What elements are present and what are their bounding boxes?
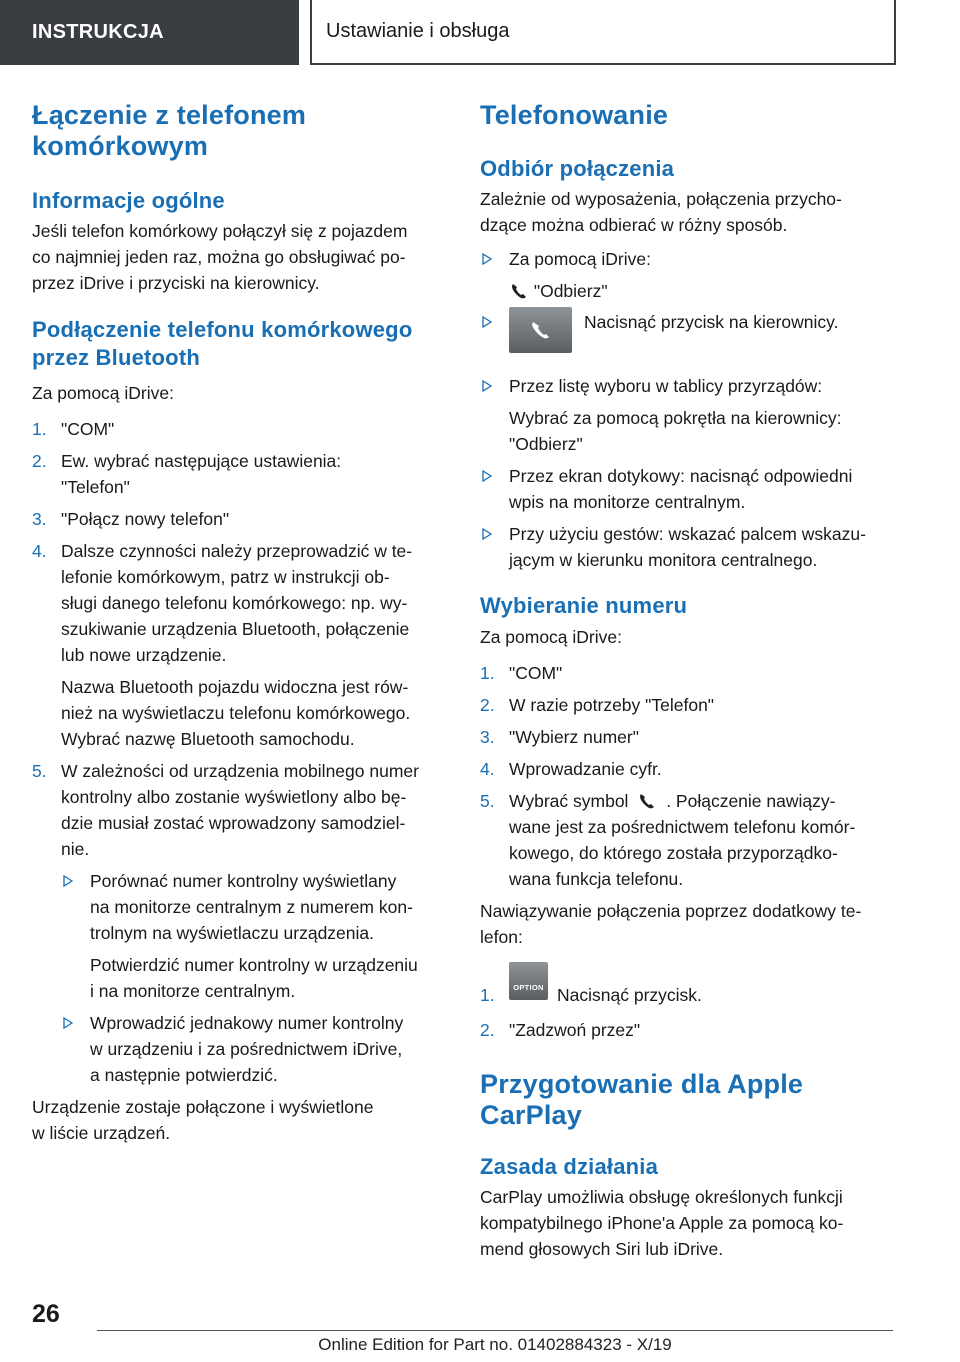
section-title-phone-connect: Łączenie z telefonem komórkowym — [32, 100, 307, 161]
sub-bullet-confirm: Potwierdzić numer kontrolny w urządzeniu i na monitorze centralnym. — [90, 955, 418, 1001]
bullet-instrument-list: Przez listę wyboru w tablicy przyrządów: Wybrać za pomocą pokrętła na kierownicy: "Odbierz" — [480, 373, 900, 457]
heading-answer-call: Odbiór połączenia — [480, 156, 675, 181]
section-title-calling: Telefonowanie — [480, 100, 669, 130]
closing-paragraph: Urządzenie zostaje połączone i wyświetlone w liście urządzeń. — [32, 1097, 374, 1143]
bullet-triangle-icon — [482, 316, 492, 328]
list-item: 5. W zależności od urządzenia mobilnego numer kontrolny albo zostanie wyświetlony albo bę‐ dzie musiał zostać wprowadzony samodziel‐ nie. Porównać numer kontrolny wyświetlany na monitorze centralnym z numerem kon‐ trolnym na wyświetlaczu urządzenia. Potwierdzić numer kontrolny w urządzeniu i na monitorze centralnym. Wprowadzić jednakowy numer kontrolny w urządzeniu i za pośrednictwem iDrive, a następnie potwierdzić. — [32, 758, 452, 1088]
section-tab — [0, 0, 299, 65]
bullet-triangle-icon — [63, 875, 73, 887]
chapter-tab — [310, 0, 896, 65]
via-idrive-text: Za pomocą iDrive: — [32, 383, 174, 403]
section-label: INSTRUKCJA — [32, 21, 164, 43]
answer-intro: Zależnie od wyposażenia, połączenia przycho‐ dzące można odbierać w różny sposób. — [480, 189, 842, 235]
sub-bullet-enter: Wprowadzić jednakowy numer kontrolny w urządzeniu i za pośrednictwem iDrive, a następnie potwierdzić. — [61, 1010, 452, 1088]
list-item: 3. "Połącz nowy telefon" — [32, 509, 230, 529]
carplay-paragraph: CarPlay umożliwia obsługę określonych funkcji kompatybilnego iPhone'a Apple za pomocą ko‐ mend głosowych Siri lub iDrive. — [480, 1187, 844, 1259]
chapter-label: Ustawianie i obsługa — [326, 20, 510, 42]
phone-handset-icon — [529, 319, 553, 341]
heading-function-principle: Zasada działania — [480, 1154, 659, 1179]
other-phone-paragraph: Nawiązywanie połączenia poprzez dodatkowy te‐ lefon: — [480, 901, 862, 947]
left-column — [32, 100, 452, 1146]
footer-divider — [97, 1330, 893, 1331]
list-item: 1. OPTION Nacisnąć przycisk. — [480, 962, 900, 1014]
page-number: 26 — [32, 1300, 60, 1328]
bullet-triangle-icon — [482, 380, 492, 392]
steering-phone-button — [509, 307, 572, 353]
list-item: 1. "COM" — [480, 663, 563, 683]
phone-handset-icon — [637, 791, 657, 811]
via-idrive-text: Za pomocą iDrive: — [480, 627, 622, 647]
right-column — [480, 100, 900, 1262]
dial-steps — [480, 660, 900, 892]
option-button-label: OPTION — [513, 983, 544, 992]
list-item: 2. W razie potrzeby "Telefon" — [480, 695, 715, 715]
list-item: 4. Wprowadzanie cyfr. — [480, 759, 662, 779]
answer-idrive-line: "Odbierz" — [509, 278, 900, 304]
list-item: 4. Dalsze czynności należy przeprowadzić w te‐ lefonie komórkowym, patrz w instrukcji ob‐ sługi danego telefonu komórkowego: np. wy‐ szukiwanie urządzenia Bluetooth, połączenie lub nowe urządzenie. Nazwa Bluetooth pojazdu widoczna jest rów‐ nież na wyświetlaczu telefonu komórkowego. Wybrać nazwę Bluetooth samochodu. — [32, 538, 452, 752]
heading-dial-number: Wybieranie numeru — [480, 593, 688, 618]
footer-edition-text: Online Edition for Part no. 01402884323 - X/19 — [318, 1335, 672, 1354]
heading-bluetooth: Podłączenie telefonu komórkowego przez Bluetooth — [32, 317, 413, 370]
bluetooth-steps — [32, 416, 452, 1146]
option-button — [509, 962, 548, 1000]
section-title-carplay: Przygotowanie dla Apple CarPlay — [480, 1069, 804, 1130]
bullet-gestures: Przy użyciu gestów: wskazać palcem wskazu‐ jącym w kierunku monitora centralnego. — [480, 521, 900, 573]
bullet-triangle-icon — [63, 1017, 73, 1029]
sub-bullet-compare: Porównać numer kontrolny wyświetlany na monitorze centralnym z numerem kon‐ trolnym na wyświetlaczu urządzenia. Potwierdzić numer kontrolny w urządzeniu i na monitorze centralnym. — [61, 868, 452, 1004]
bullet-triangle-icon — [482, 470, 492, 482]
general-info-paragraph: Jeśli telefon komórkowy połączył się z pojazdem co najmniej jeden raz, można go obsługiwać po‐ przez iDrive i przyciski na kierownicy. — [32, 221, 408, 293]
step4-extra: Nazwa Bluetooth pojazdu widoczna jest rów‐ nież na wyświetlaczu telefonu komórkowego. Wybrać nazwę Bluetooth samochodu. — [61, 677, 411, 749]
list-item: 5. Wybrać symbol . Połączenie nawiązy‐ wane jest za pośrednictwem telefonu komór‐ kowego, do którego została przyporządko‐ wana funkcja telefonu. — [480, 791, 856, 889]
heading-general-info: Informacje ogólne — [32, 188, 225, 213]
bullet-triangle-icon — [482, 528, 492, 540]
list-item: 3. "Wybierz numer" — [480, 727, 639, 747]
bullet-triangle-icon — [482, 253, 492, 265]
list-item: 1. "COM" — [32, 419, 115, 439]
bullet-idrive: Za pomocą iDrive: "Odbierz" — [480, 246, 900, 304]
list-item: 2. Ew. wybrać następujące ustawienia: "Telefon" — [32, 451, 342, 497]
bullet-touchscreen: Przez ekran dotykowy: nacisnąć odpowiedni wpis na monitorze centralnym. — [480, 463, 900, 515]
bullet-steering-button: Nacisnąć przycisk na kierownicy. — [480, 309, 900, 367]
phone-handset-icon — [509, 281, 529, 301]
list-item: 2. "Zadzwoń przez" — [480, 1020, 641, 1040]
